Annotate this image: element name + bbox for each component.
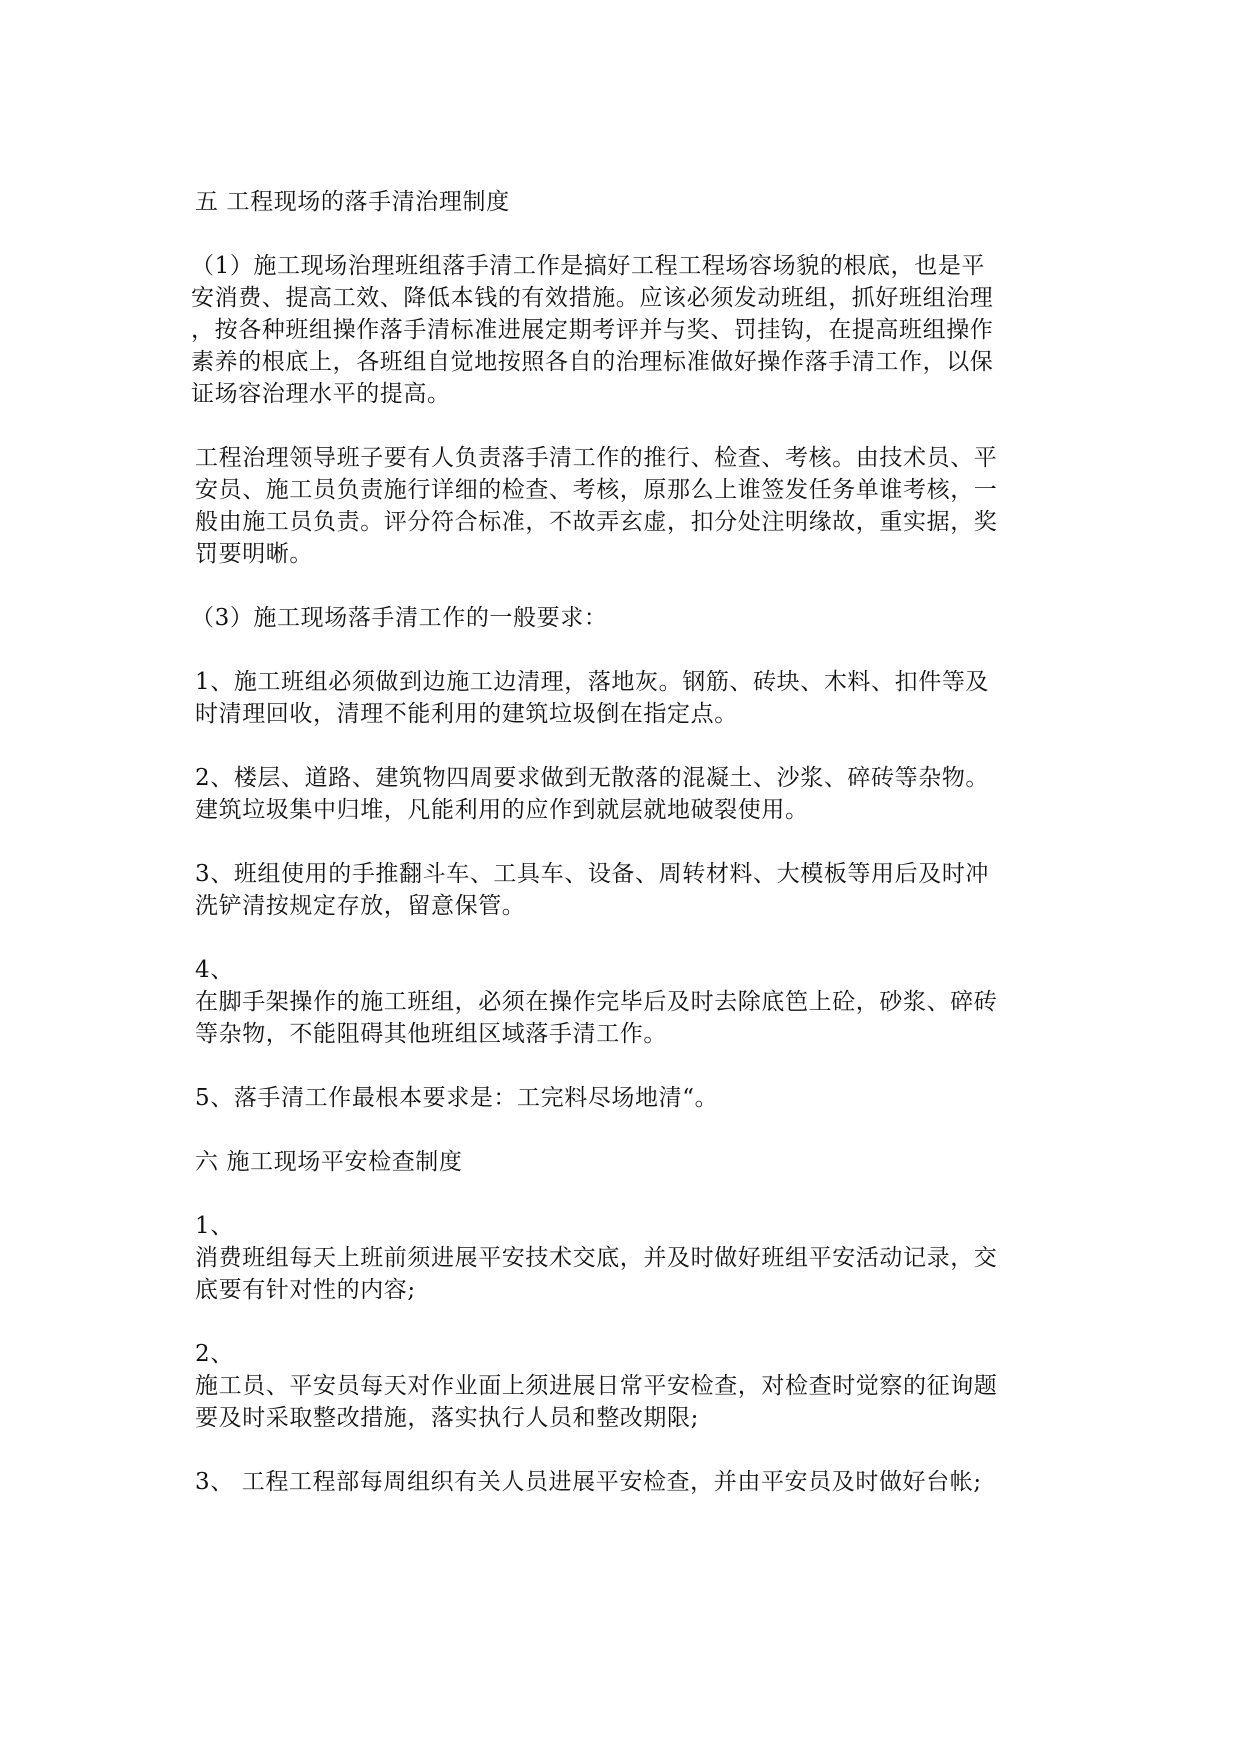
section-6-heading: 六 施工现场平安检查制度 — [195, 1149, 463, 1175]
text-line: 1、 — [195, 1213, 234, 1239]
text-line: 3、 工程工程部每周组织有关人员进展平安检查，并由平安员及时做好台帐; — [195, 1469, 982, 1495]
list-item-5 — [195, 1082, 1050, 1114]
text-line: 底要有针对性的内容; — [195, 1277, 416, 1303]
safety-item-3 — [195, 1466, 1050, 1498]
text-line: 安消费、提高工效、降低本钱的有效措施。应该必须发动班组，抓好班组治理 — [191, 285, 994, 311]
list-item-1 — [195, 666, 1050, 730]
paragraph-leadership — [195, 442, 1050, 570]
text-line: 洗铲清按规定存放，留意保管。 — [195, 893, 526, 919]
paragraph-general-requirements — [191, 602, 1050, 634]
list-item-4 — [195, 954, 1050, 1050]
safety-item-1 — [195, 1210, 1050, 1306]
text-line: 施工员、平安员每天对作业面上须进展日常平安检查，对检查时觉察的征询题 — [195, 1373, 998, 1399]
text-line: （1）施工现场治理班组落手清工作是搞好工程工程场容场貌的根底，也是平 — [191, 253, 986, 279]
text-line: 要及时采取整改措施，落实执行人员和整改期限; — [195, 1405, 699, 1431]
text-line: 等杂物，不能阻碍其他班组区域落手清工作。 — [195, 1021, 667, 1047]
text-line: 时清理回收，清理不能利用的建筑垃圾倒在指定点。 — [195, 701, 738, 727]
text-line: 在脚手架操作的施工班组，必须在操作完毕后及时去除底笆上砼，砂浆、碎砖 — [195, 989, 998, 1015]
text-line: 工程治理领导班子要有人负责落手清工作的推行、检查、考核。由技术员、平 — [195, 445, 998, 471]
section-5-heading: 五 工程现场的落手清治理制度 — [195, 189, 510, 215]
text-line: 1、施工班组必须做到边施工边清理，落地灰。钢筋、砖块、木料、扣件等及 — [195, 669, 990, 695]
text-line: 般由施工员负责。评分符合标准，不故弄玄虚，扣分处注明缘故，重实据，奖 — [195, 509, 998, 535]
text-line: 2、楼层、道路、建筑物四周要求做到无散落的混凝土、沙浆、碎砖等杂物。 — [195, 765, 990, 791]
section-5-heading-block — [195, 186, 1050, 218]
text-line: 安员、施工员负责施行详细的检查、考核，原那么上谁签发任务单谁考核，一 — [195, 477, 998, 503]
text-line: 消费班组每天上班前须进展平安技术交底，并及时做好班组平安活动记录，交 — [195, 1245, 998, 1271]
document-page — [191, 186, 1050, 1530]
text-line: 证场容治理水平的提高。 — [191, 381, 451, 407]
paragraph-site-management — [191, 250, 1050, 410]
text-line: ，按各种班组操作落手清标准进展定期考评并与奖、罚挂钩，在提高班组操作 — [191, 317, 994, 343]
list-item-2 — [195, 762, 1050, 826]
text-line: 2、 — [195, 1341, 234, 1367]
text-line: 罚要明晰。 — [195, 541, 313, 567]
safety-item-2 — [195, 1338, 1050, 1434]
text-line: 建筑垃圾集中归堆，凡能利用的应作到就层就地破裂使用。 — [195, 797, 809, 823]
text-line: （3）施工现场落手清工作的一般要求： — [191, 605, 608, 631]
text-line: 4、 — [195, 957, 234, 983]
list-item-3 — [195, 858, 1050, 922]
text-line: 3、班组使用的手推翻斗车、工具车、设备、周转材料、大模板等用后及时冲 — [195, 861, 990, 887]
text-line: 素养的根底上，各班组自觉地按照各自的治理标准做好操作落手清工作，以保 — [191, 349, 994, 375]
section-6-heading-block — [195, 1146, 1050, 1178]
text-line: 5、落手清工作最根本要求是：工完料尽场地清“。 — [195, 1085, 719, 1111]
